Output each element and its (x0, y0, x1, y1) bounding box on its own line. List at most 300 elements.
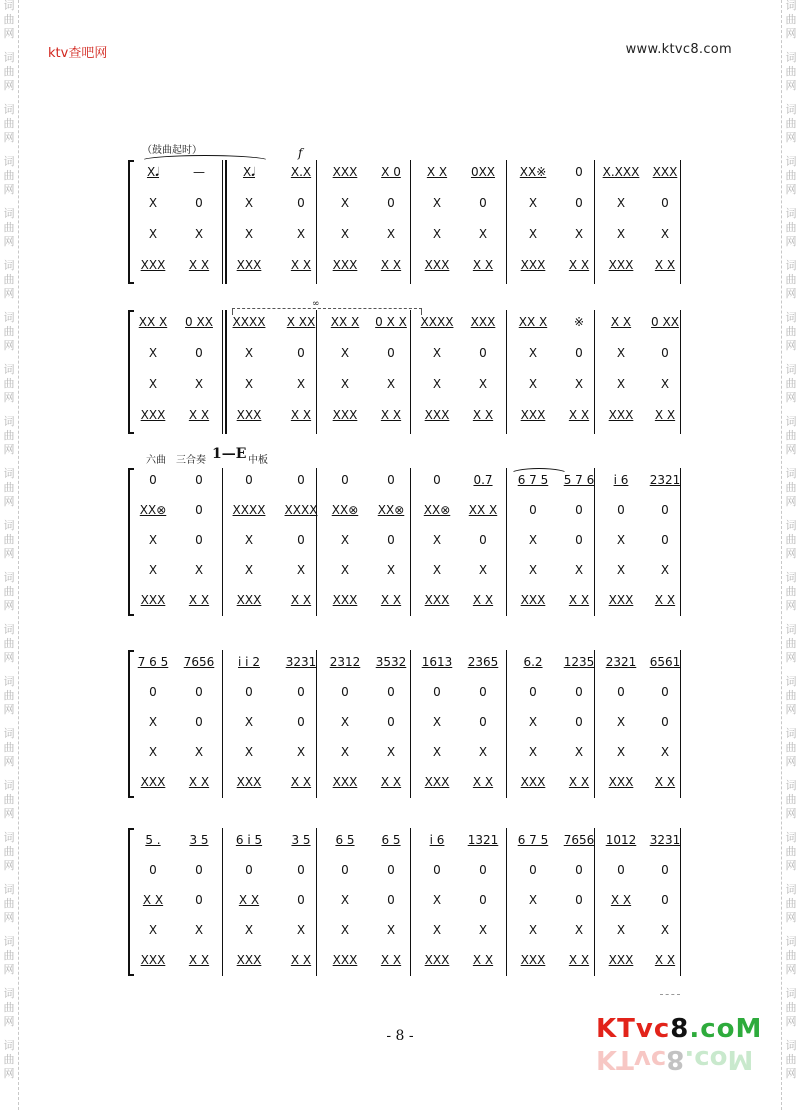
side-watermark-char: 曲 (3, 845, 15, 858)
side-watermark-char: 网 (785, 859, 797, 872)
note-cell: 0XX (470, 165, 496, 179)
side-watermark-char: 网 (3, 183, 15, 196)
side-watermark-char: 词 (785, 415, 797, 428)
note-cell: 6 5 (335, 833, 355, 847)
side-watermark-char: 网 (3, 599, 15, 612)
note-cell: XXX (140, 258, 166, 272)
note-cell: X (386, 227, 396, 241)
note-cell: X.XXX (602, 165, 640, 179)
side-watermark-char: 曲 (785, 13, 797, 26)
note-cell: X (340, 533, 350, 547)
side-watermark-char: 词 (3, 935, 15, 948)
note-cell: ※ (573, 315, 585, 329)
note-cell: 0.7 (473, 473, 493, 487)
side-watermark-char: 曲 (785, 377, 797, 390)
side-watermark-char: 词 (3, 779, 15, 792)
side-watermark-char: 网 (3, 807, 15, 820)
score-row (128, 682, 684, 702)
note-cell: X (574, 563, 584, 577)
note-cell: X X (290, 593, 312, 607)
note-cell: X (194, 923, 204, 937)
note-cell: 0 (297, 715, 305, 729)
side-watermark-char: 网 (785, 1015, 797, 1028)
note-cell: X (432, 923, 442, 937)
side-watermark-char: 网 (785, 79, 797, 92)
note-cell: 0 (575, 165, 583, 179)
note-cell: X X (380, 258, 402, 272)
note-cell: X (574, 923, 584, 937)
side-watermark-char: 曲 (3, 65, 15, 78)
note-cell: XXXX (284, 503, 318, 517)
logo-com: .coM (689, 1014, 763, 1044)
side-watermark-left (0, 0, 19, 1110)
section-c-mid: 三合奏 (176, 455, 206, 466)
side-watermark-char: 网 (785, 391, 797, 404)
note-cell: X X (610, 315, 632, 329)
note-cell: X X (610, 893, 632, 907)
note-cell: 0 (529, 863, 537, 877)
note-cell: XX※ (519, 165, 547, 179)
note-cell: 7656 (183, 655, 215, 669)
side-watermark-char: 词 (785, 51, 797, 64)
note-cell: 0 (195, 503, 203, 517)
note-cell: 0 (195, 685, 203, 699)
note-cell: 6 5 (381, 833, 401, 847)
note-cell: X (340, 196, 350, 210)
note-cell: XXX (332, 258, 358, 272)
note-cell: XXX (608, 953, 634, 967)
side-watermark-char: 曲 (785, 169, 797, 182)
note-cell: XX⊗ (139, 503, 167, 517)
note-cell: X (244, 196, 254, 210)
note-cell: X (148, 227, 158, 241)
note-cell: 3231 (285, 655, 317, 669)
note-cell: XXX (424, 775, 450, 789)
side-watermark-char: 网 (3, 495, 15, 508)
score-row (128, 890, 684, 910)
side-watermark-char: 曲 (785, 1001, 797, 1014)
note-cell: 0 (195, 346, 203, 360)
side-watermark-char: 词 (3, 467, 15, 480)
side-watermark-char: 曲 (3, 637, 15, 650)
note-cell: X X (654, 258, 676, 272)
note-cell: XXX (332, 593, 358, 607)
note-cell: 0 (575, 715, 583, 729)
note-cell: 0 (195, 893, 203, 907)
score-row (128, 405, 684, 425)
note-cell: X X (568, 953, 590, 967)
side-watermark-char: 曲 (3, 793, 15, 806)
side-watermark-char: 曲 (785, 689, 797, 702)
note-cell: X X (380, 408, 402, 422)
note-cell: 0 (479, 533, 487, 547)
side-watermark-char: 曲 (785, 65, 797, 78)
side-watermark-char: 网 (785, 755, 797, 768)
note-cell: X (244, 715, 254, 729)
note-cell: X (194, 377, 204, 391)
note-cell: XXX (236, 775, 262, 789)
side-watermark-char: 词 (785, 0, 797, 12)
note-cell: X (432, 377, 442, 391)
note-cell: X (616, 563, 626, 577)
score-row (128, 162, 684, 182)
note-cell: X𝅘𝅥 (146, 165, 160, 179)
note-cell: 0 (661, 533, 669, 547)
side-watermark-char: 词 (785, 1039, 797, 1052)
note-cell: X (340, 923, 350, 937)
note-cell: 0 (297, 346, 305, 360)
note-cell: 1012 (605, 833, 637, 847)
note-cell: XXX (140, 593, 166, 607)
note-cell: XX⊗ (377, 503, 405, 517)
note-cell: X (296, 923, 306, 937)
note-cell: X X (654, 775, 676, 789)
note-cell: XXX (608, 258, 634, 272)
note-cell: X X (188, 408, 210, 422)
side-watermark-char: 曲 (3, 13, 15, 26)
side-watermark-char: 曲 (785, 117, 797, 130)
note-cell: 0 (617, 863, 625, 877)
note-cell: 0 (479, 685, 487, 699)
score-row (128, 652, 684, 672)
note-cell: 0 (341, 685, 349, 699)
note-cell: X (616, 923, 626, 937)
note-cell: XXX (140, 775, 166, 789)
note-cell: 0 (575, 863, 583, 877)
note-cell: 0 (387, 473, 395, 487)
note-cell: 6 i 5 (235, 833, 263, 847)
side-watermark-char: 曲 (785, 481, 797, 494)
side-watermark-char: 网 (3, 755, 15, 768)
side-watermark-char: 曲 (785, 949, 797, 962)
side-watermark-char: 网 (785, 651, 797, 664)
side-watermark-char: 曲 (785, 325, 797, 338)
side-watermark-char: 词 (3, 363, 15, 376)
note-cell: 0 (661, 893, 669, 907)
note-cell: X (528, 893, 538, 907)
side-watermark-char: 网 (3, 79, 15, 92)
note-cell: XXXX (232, 315, 266, 329)
note-cell: 0 (575, 196, 583, 210)
side-watermark-char: 曲 (785, 429, 797, 442)
note-cell: 0 (341, 863, 349, 877)
note-cell: X X (188, 775, 210, 789)
note-cell: 0 (479, 196, 487, 210)
note-cell: 6 7 5 (517, 473, 549, 487)
side-watermark-char: 曲 (3, 689, 15, 702)
note-cell: 1321 (467, 833, 499, 847)
note-cell: X X (568, 593, 590, 607)
site-label-left[interactable]: ktv查吧网 (48, 46, 108, 61)
note-cell: X (148, 346, 158, 360)
note-cell: X (660, 377, 670, 391)
side-watermark-char: 词 (3, 311, 15, 324)
note-cell: XX⊗ (331, 503, 359, 517)
note-cell: X.X (290, 165, 312, 179)
note-cell: 0 (479, 863, 487, 877)
note-cell: X (244, 563, 254, 577)
score-system-5 (128, 828, 684, 976)
note-cell: 6.2 (523, 655, 543, 669)
side-watermark-char: 曲 (785, 741, 797, 754)
side-watermark-char: 词 (785, 207, 797, 220)
section-c-prefix: 六曲 (146, 455, 166, 466)
note-cell: X (148, 715, 158, 729)
side-watermark-char: 词 (3, 1039, 15, 1052)
note-cell: X (244, 923, 254, 937)
note-cell: X (432, 346, 442, 360)
note-cell: X X (188, 953, 210, 967)
note-cell: — (193, 165, 205, 179)
note-cell: 0 (661, 346, 669, 360)
side-watermark-char: 词 (3, 727, 15, 740)
note-cell: X X (568, 775, 590, 789)
note-cell: 0 (433, 473, 441, 487)
side-watermark-char: 曲 (785, 845, 797, 858)
note-cell: X X (568, 258, 590, 272)
note-cell: XXX (332, 953, 358, 967)
note-cell: X (478, 745, 488, 759)
note-cell: XX⊗ (423, 503, 451, 517)
note-cell: 1613 (421, 655, 453, 669)
side-watermark-char: 词 (3, 51, 15, 64)
side-watermark-char: 曲 (3, 897, 15, 910)
note-cell: i 6 (429, 833, 445, 847)
note-cell: X (340, 745, 350, 759)
note-cell: X (244, 227, 254, 241)
side-watermark-char: 词 (3, 883, 15, 896)
score-row (128, 500, 684, 520)
side-watermark-char: 网 (3, 1015, 15, 1028)
side-watermark-char: 网 (3, 235, 15, 248)
side-watermark-char: 曲 (3, 117, 15, 130)
note-cell: XXX (424, 408, 450, 422)
note-cell: 0 XX (185, 315, 213, 329)
note-cell: X X (290, 775, 312, 789)
note-cell: 0 (387, 196, 395, 210)
note-cell: XXX (608, 593, 634, 607)
note-cell: X X (654, 593, 676, 607)
side-watermark-char: 曲 (3, 169, 15, 182)
note-cell: XXX (140, 953, 166, 967)
note-cell: X (432, 745, 442, 759)
note-cell: X (528, 227, 538, 241)
note-cell: 0 (149, 863, 157, 877)
note-cell: X X (426, 165, 448, 179)
note-cell: XXX (236, 953, 262, 967)
logo-tvc: Tvc (617, 1014, 671, 1044)
note-cell: 0 (575, 533, 583, 547)
note-cell: 7 6 5 (137, 655, 169, 669)
note-cell: X (148, 923, 158, 937)
side-watermark-char: 曲 (3, 221, 15, 234)
note-cell: 3 5 (189, 833, 209, 847)
note-cell: 0 (433, 863, 441, 877)
score-row (128, 255, 684, 275)
site-url-right[interactable]: www.ktvc8.com (625, 42, 732, 57)
score-row (128, 343, 684, 363)
note-cell: X (616, 533, 626, 547)
score-row (128, 742, 684, 762)
note-cell: XXXX (420, 315, 454, 329)
score-row (128, 193, 684, 213)
note-cell: X (616, 196, 626, 210)
side-watermark-char: 曲 (785, 221, 797, 234)
note-cell: XXX (236, 258, 262, 272)
side-watermark-char: 词 (785, 883, 797, 896)
note-cell: X (616, 377, 626, 391)
note-cell: X (478, 227, 488, 241)
note-cell: X (574, 745, 584, 759)
note-cell: 0 (617, 503, 625, 517)
note-cell: X (616, 227, 626, 241)
note-cell: X (616, 346, 626, 360)
side-watermark-char: 词 (3, 675, 15, 688)
side-watermark-char: 网 (785, 599, 797, 612)
side-watermark-char: 网 (3, 287, 15, 300)
note-cell: 6561 (649, 655, 681, 669)
note-cell: 3532 (375, 655, 407, 669)
side-watermark-char: 词 (3, 155, 15, 168)
score-row (128, 312, 684, 332)
note-cell: 0 (529, 685, 537, 699)
note-cell: 2312 (329, 655, 361, 669)
section-c-bold: 1—E (212, 446, 247, 462)
site-logo (596, 1014, 763, 1084)
note-cell: 0 (575, 685, 583, 699)
note-cell: XXX (520, 258, 546, 272)
side-watermark-char: 曲 (785, 273, 797, 286)
note-cell: 5 7 6 (563, 473, 595, 487)
note-cell: 5 . (145, 833, 161, 847)
side-watermark-char: 词 (785, 779, 797, 792)
side-watermark-char: 网 (3, 703, 15, 716)
note-cell: X X (654, 408, 676, 422)
note-cell: XX X (518, 315, 548, 329)
note-cell: 0 (661, 685, 669, 699)
note-cell: X X (472, 775, 494, 789)
score-row (128, 860, 684, 880)
note-cell: X (340, 346, 350, 360)
side-watermark-char: 词 (785, 363, 797, 376)
side-watermark-char: 网 (785, 27, 797, 40)
note-cell: XXXX (232, 503, 266, 517)
note-cell: X X (654, 953, 676, 967)
side-watermark-char: 网 (785, 495, 797, 508)
note-cell: i i 2 (238, 655, 260, 669)
score-row (128, 772, 684, 792)
logo-k: K (596, 1014, 618, 1044)
note-cell: 0 (387, 863, 395, 877)
note-cell: X (528, 563, 538, 577)
note-cell: 0 (387, 533, 395, 547)
note-cell: 0 (479, 893, 487, 907)
score-row (128, 712, 684, 732)
side-watermark-char: 词 (3, 415, 15, 428)
note-cell: 0 (575, 893, 583, 907)
section-c-suffix: 中板 (248, 455, 268, 466)
side-watermark-char: 网 (3, 391, 15, 404)
score-system-1 (128, 160, 684, 284)
note-cell: X (386, 923, 396, 937)
score-row (128, 830, 684, 850)
note-cell: X (660, 563, 670, 577)
note-cell: 0 (195, 715, 203, 729)
note-cell: XXX (332, 775, 358, 789)
score-row (128, 224, 684, 244)
side-watermark-char: 网 (785, 287, 797, 300)
side-watermark-char: 网 (785, 963, 797, 976)
note-cell: 0 (661, 715, 669, 729)
score-row (128, 590, 684, 610)
side-watermark-char: 网 (3, 547, 15, 560)
note-cell: X (432, 563, 442, 577)
note-cell: X (296, 227, 306, 241)
note-cell: 0 (149, 685, 157, 699)
score-row (128, 374, 684, 394)
note-cell: 0 (575, 503, 583, 517)
side-watermark-char: 网 (3, 339, 15, 352)
side-watermark-char: 网 (3, 651, 15, 664)
note-cell: X (148, 377, 158, 391)
side-watermark-char: 词 (785, 675, 797, 688)
note-cell: XXX (470, 315, 496, 329)
note-cell: XXX (424, 953, 450, 967)
note-cell: X (148, 196, 158, 210)
note-cell: X (660, 745, 670, 759)
note-cell: X (340, 893, 350, 907)
note-cell: XXX (332, 165, 358, 179)
note-cell: X (574, 227, 584, 241)
note-cell: X (574, 377, 584, 391)
note-cell: X (296, 377, 306, 391)
side-watermark-char: 词 (785, 831, 797, 844)
note-cell: X (528, 196, 538, 210)
note-cell: X (148, 533, 158, 547)
note-cell: X (194, 563, 204, 577)
note-cell: X (432, 715, 442, 729)
note-cell: X X (238, 893, 260, 907)
note-cell: X (528, 923, 538, 937)
note-cell: 0 (617, 685, 625, 699)
side-watermark-char: 词 (3, 623, 15, 636)
note-cell: X (432, 533, 442, 547)
section-a-label: （鼓曲起时） (142, 145, 202, 156)
note-cell: 0 (341, 473, 349, 487)
score-row (128, 950, 684, 970)
side-watermark-char: 词 (3, 259, 15, 272)
dynamic-forte: f (298, 146, 303, 160)
logo-reflection: KTvc8.coM (596, 1044, 754, 1074)
note-cell: X (340, 715, 350, 729)
side-watermark-char: 词 (785, 155, 797, 168)
note-cell: XXX (520, 593, 546, 607)
note-cell: XX X (330, 315, 360, 329)
note-cell: X (660, 923, 670, 937)
side-watermark-char: 网 (785, 183, 797, 196)
note-cell: XXX (652, 165, 678, 179)
note-cell: XXX (608, 408, 634, 422)
note-cell: X (386, 563, 396, 577)
note-cell: 0 (387, 893, 395, 907)
side-watermark-char: 曲 (3, 273, 15, 286)
note-cell: X X (188, 593, 210, 607)
side-watermark-char: 曲 (785, 793, 797, 806)
side-watermark-char: 网 (785, 235, 797, 248)
note-cell: X (296, 563, 306, 577)
side-watermark-char: 网 (785, 547, 797, 560)
side-watermark-char: 网 (3, 1067, 15, 1080)
